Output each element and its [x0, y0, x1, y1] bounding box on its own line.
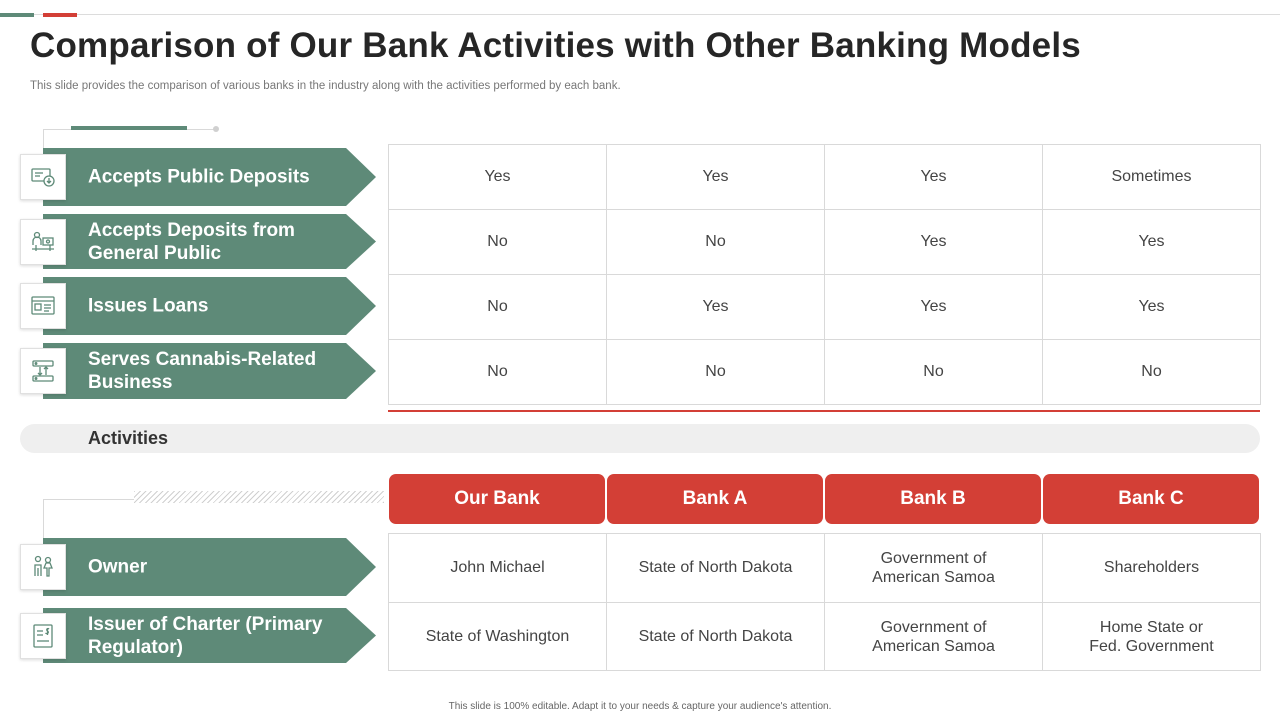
- table-row: [389, 340, 1261, 405]
- table-cell: Government of American Samoa: [825, 603, 1043, 671]
- row-label-text: Issues Loans: [88, 295, 209, 317]
- table-cell: Yes: [825, 275, 1043, 340]
- table-cell: No: [607, 210, 825, 275]
- table-cell: Shareholders: [1043, 534, 1261, 603]
- red-divider: [388, 410, 1260, 412]
- bank-header-our-bank: Our Bank: [389, 474, 605, 524]
- connector-line: [43, 499, 135, 500]
- table-cell: No: [389, 275, 607, 340]
- table-cell: John Michael: [389, 534, 607, 603]
- activities-heading: Activities: [88, 428, 169, 448]
- details-table: [388, 533, 1261, 671]
- bank-header-bank-c: Bank C: [1043, 474, 1259, 524]
- public-money-icon: [20, 219, 66, 265]
- table-cell: Yes: [1043, 210, 1261, 275]
- table-cell: State of North Dakota: [607, 534, 825, 603]
- table-row: [389, 603, 1261, 671]
- bank-header-bank-b: Bank B: [825, 474, 1041, 524]
- row-label-issues-loans: [20, 277, 376, 335]
- table-row: [389, 210, 1261, 275]
- table-cell: Home State or Fed. Government: [1043, 603, 1261, 671]
- loan-icon: [20, 283, 66, 329]
- slide-title: Comparison of Our Bank Activities with Other Banking Models: [30, 26, 1081, 65]
- table-cell: Yes: [607, 275, 825, 340]
- bank-header-bank-a: Bank A: [607, 474, 823, 524]
- connector-line: [43, 499, 44, 539]
- table-cell: Yes: [825, 210, 1043, 275]
- charter-document-icon: [20, 613, 66, 659]
- hatch-decoration: [134, 491, 384, 503]
- top-divider: [0, 14, 1280, 15]
- activities-bar: [20, 424, 1260, 453]
- table-cell: State of Washington: [389, 603, 607, 671]
- row-label-text: Accepts Public Deposits: [88, 166, 310, 188]
- table-row: [389, 534, 1261, 603]
- table-cell: Yes: [389, 145, 607, 210]
- row-label-issuer-of-charter: [20, 608, 376, 663]
- top-accent-green: [0, 13, 34, 17]
- footer-note: This slide is 100% editable. Adapt it to your needs & capture your audience's attention.: [448, 701, 832, 712]
- people-icon: [20, 544, 66, 590]
- row-label-owner: [20, 538, 376, 596]
- table-cell: No: [607, 340, 825, 405]
- table-cell: State of North Dakota: [607, 603, 825, 671]
- connector-line: [43, 129, 44, 149]
- table-cell: Yes: [607, 145, 825, 210]
- table-row: [389, 275, 1261, 340]
- table-cell: Yes: [825, 145, 1043, 210]
- row-label-serves-cannabis-business: [20, 343, 376, 399]
- connector-accent: [71, 126, 187, 130]
- server-exchange-icon: [20, 348, 66, 394]
- row-label-text: Accepts Deposits from General Public: [88, 219, 295, 264]
- slide-subtitle: This slide provides the comparison of various banks in the industry along with the activities performed by each bank.: [30, 80, 621, 92]
- table-row: [389, 145, 1261, 210]
- table-cell: No: [389, 340, 607, 405]
- row-label-text: Owner: [88, 556, 148, 578]
- table-cell: No: [389, 210, 607, 275]
- top-accent-red: [43, 13, 77, 17]
- activities-table: [388, 144, 1261, 405]
- row-label-text: Serves Cannabis-Related Business: [88, 349, 317, 393]
- row-label-accepts-deposits-general-public: [20, 214, 376, 269]
- table-cell: No: [1043, 340, 1261, 405]
- table-cell: No: [825, 340, 1043, 405]
- row-label-text: Issuer of Charter (Primary Regulator): [88, 613, 323, 658]
- row-label-accepts-public-deposits: [20, 148, 376, 206]
- table-cell: Yes: [1043, 275, 1261, 340]
- deposit-icon: [20, 154, 66, 200]
- connector-dot: [213, 126, 219, 132]
- table-cell: Sometimes: [1043, 145, 1261, 210]
- table-cell: Government of American Samoa: [825, 534, 1043, 603]
